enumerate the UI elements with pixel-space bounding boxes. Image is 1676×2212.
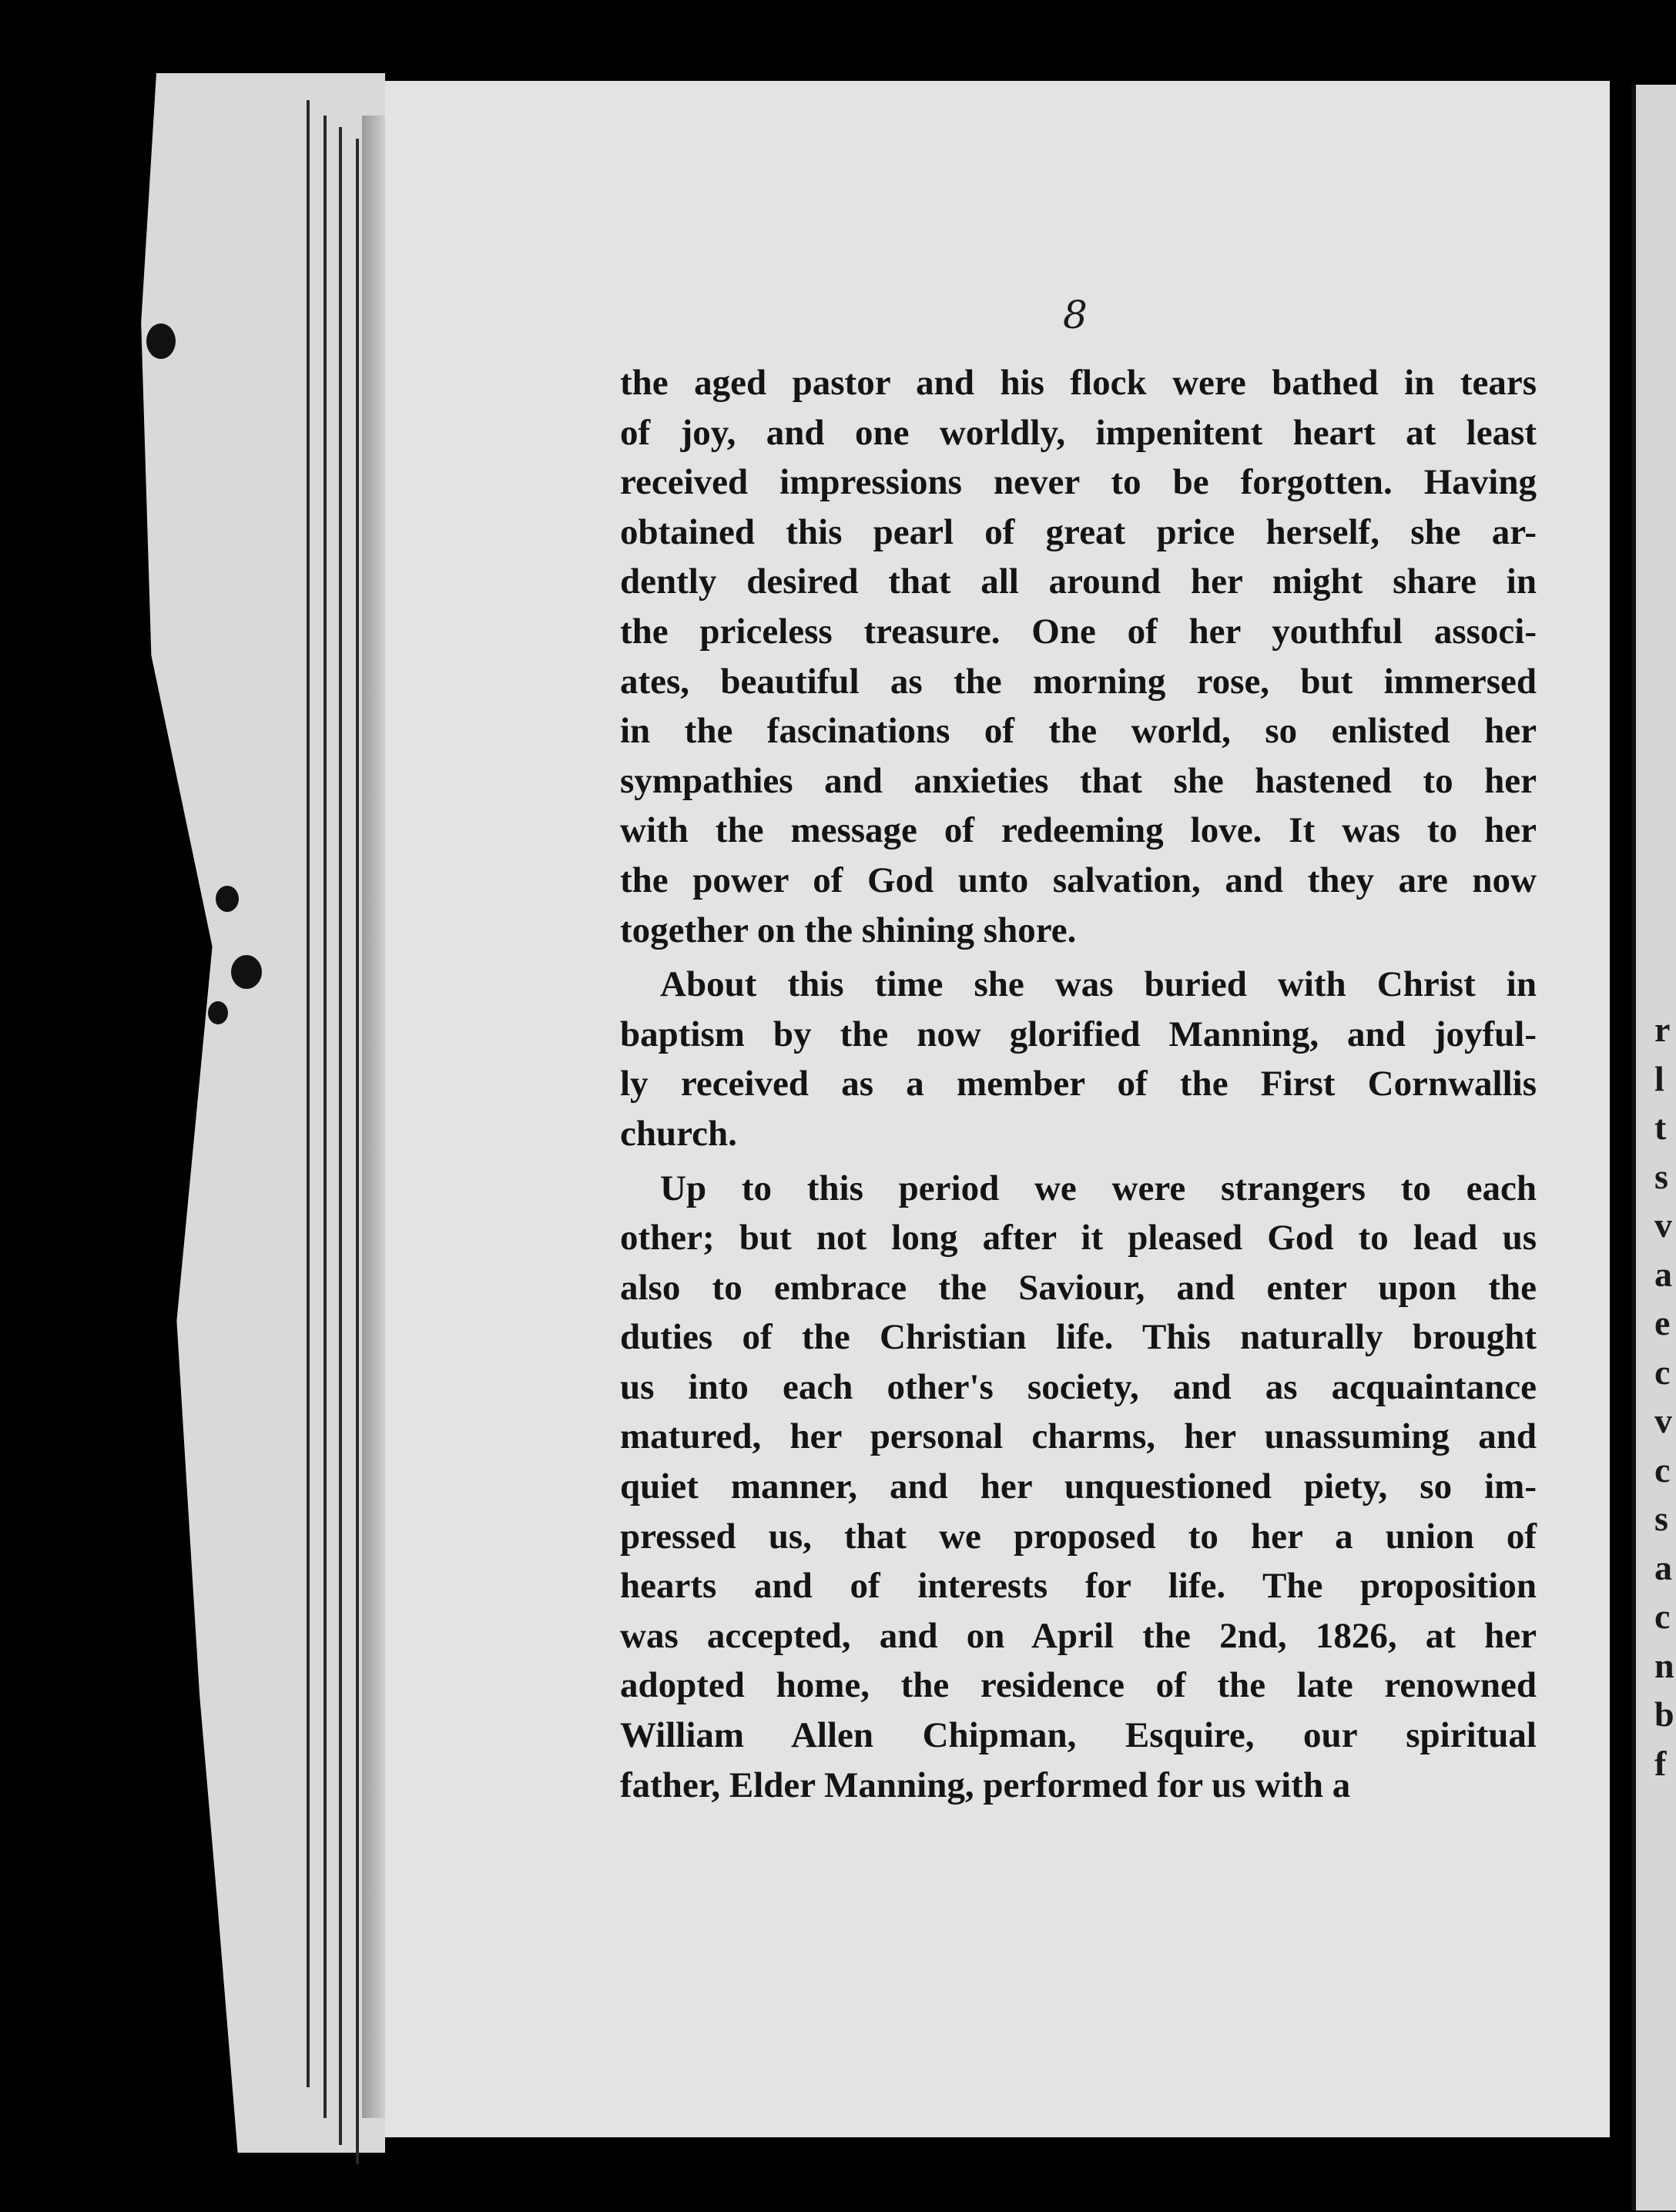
next-page-fragment: c [1654, 1352, 1671, 1392]
text-line: church. [620, 1113, 737, 1154]
text-line: the priceless treasure. One of her youthful associ- [620, 611, 1537, 652]
ink-blot [208, 1001, 228, 1024]
text-line: the aged pastor and his flock were bathed in tears [620, 363, 1537, 403]
text-line: together on the shining shore. [620, 910, 1077, 950]
page-gutter-shadow [362, 116, 385, 2118]
text-line: also to embrace the Saviour, and enter upon the [620, 1267, 1537, 1308]
text-line: with the message of redeeming love. It was to her [620, 810, 1537, 851]
text-line: of joy, and one worldly, impenitent heart at least [620, 412, 1537, 453]
text-line: About this time she was buried with Christ in [660, 964, 1537, 1005]
text-line: the power of God unto salvation, and they are now [620, 860, 1537, 900]
text-line: William Allen Chipman, Esquire, our spiritual [620, 1715, 1537, 1756]
page-edge-line [339, 127, 342, 2145]
next-page-fragment: t [1654, 1108, 1667, 1147]
text-line: dently desired that all around her might share in [620, 561, 1537, 602]
ink-blot [231, 955, 262, 989]
text-line: ly received as a member of the First Cornwallis [620, 1064, 1537, 1104]
next-page-sliver [1631, 85, 1676, 2210]
next-page-fragment: n [1654, 1645, 1674, 1685]
next-page-fragment: v [1654, 1205, 1672, 1245]
text-line: father, Elder Manning, performed for us with a [620, 1765, 1351, 1805]
text-line: in the fascinations of the world, so enlisted her [620, 711, 1537, 752]
text-line: obtained this pearl of great price herself, she ar- [620, 511, 1537, 552]
ink-blot [146, 323, 176, 359]
body-text [620, 358, 1537, 1810]
next-page-fragment: a [1654, 1547, 1672, 1587]
text-line: quiet manner, and her unquestioned piety, so im- [620, 1466, 1537, 1507]
text-line: ates, beautiful as the morning rose, but immersed [620, 661, 1537, 702]
next-page-fragment: c [1654, 1597, 1671, 1636]
left-page-remnant [131, 73, 385, 2153]
text-line: Up to this period we were strangers to each [660, 1168, 1537, 1208]
next-page-fragment: f [1654, 1743, 1667, 1783]
text-line: us into each other's society, and as acquaintance [620, 1366, 1537, 1407]
next-page-fragment: l [1654, 1058, 1664, 1098]
text-line: adopted home, the residence of the late renowned [620, 1665, 1537, 1706]
next-page-fragment: a [1654, 1254, 1672, 1294]
next-page-fragment: s [1654, 1499, 1668, 1538]
page-edge-line [356, 139, 359, 2164]
ink-blot [216, 886, 239, 912]
next-page-fragment: e [1654, 1303, 1671, 1342]
text-line: hearts and of interests for life. The proposition [620, 1566, 1537, 1607]
text-line: matured, her personal charms, her unassuming and [620, 1416, 1537, 1457]
next-page-fragment: r [1654, 1010, 1671, 1049]
text-line: other; but not long after it pleased God to lead us [620, 1218, 1537, 1258]
page-edge-line [323, 116, 327, 2118]
page-number: 8 [1063, 293, 1088, 337]
text-line: received impressions never to be forgotten. Having [620, 462, 1537, 503]
paragraph [620, 960, 1537, 1158]
text-line: duties of the Christian life. This naturally brought [620, 1317, 1537, 1358]
text-line: baptism by the now glorified Manning, and joyful- [620, 1014, 1537, 1054]
paragraph [620, 358, 1537, 955]
page-edge-line [307, 100, 310, 2087]
text-line: was accepted, and on April the 2nd, 1826, at her [620, 1615, 1537, 1656]
paragraph [620, 1164, 1537, 1811]
next-page-fragment: v [1654, 1401, 1672, 1440]
next-page-fragment: c [1654, 1450, 1671, 1490]
text-line: sympathies and anxieties that she hastened to her [620, 760, 1537, 801]
next-page-fragment: b [1654, 1694, 1674, 1734]
text-line: pressed us, that we proposed to her a union of [620, 1516, 1537, 1557]
next-page-fragment: s [1654, 1156, 1668, 1196]
